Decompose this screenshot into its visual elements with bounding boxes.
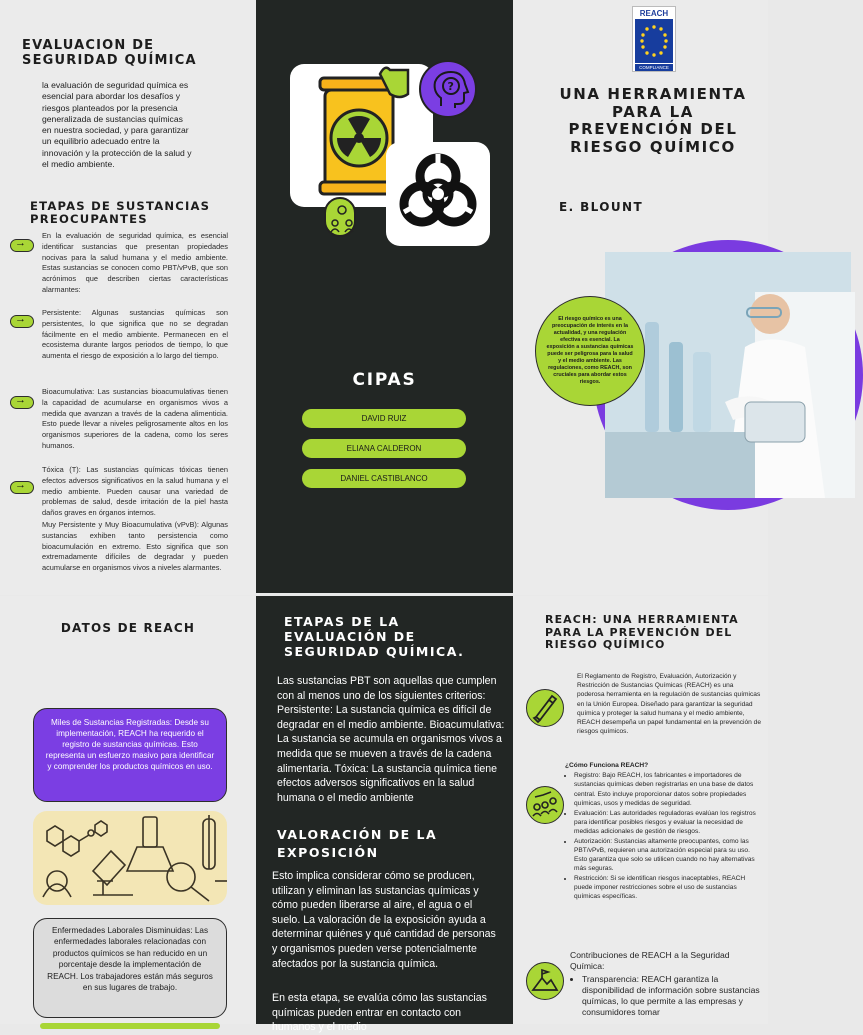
reach-badge xyxy=(632,6,676,72)
biohazard-icon xyxy=(386,142,490,246)
paragraph: Bioacumulativa: Las sustancias bioacumulativas tienen la capacidad de acumularse en organismos vivos a medida que avanzan a través de la cadena alimenticia. Esto puede llevar a niveles peligrosamente altos en los organismos superiores de la cadena, como los seres humanos. xyxy=(42,387,228,450)
intro-text: la evaluación de seguridad química es esencial para abordar los desafíos y riesgos planteados por la presencia generalizada de sustancias químicas en nuestra sociedad, y para garantizar un equilibrio adecuado entre la innovación y la protección de la salud y el medio ambiente. xyxy=(42,80,192,170)
section-title: EVALUACION DE SEGURIDAD QUÍMICA xyxy=(22,38,197,68)
lab-scientist-image xyxy=(605,252,851,498)
arrow-bullet-icon xyxy=(10,481,34,494)
arrow-bullet-icon xyxy=(10,239,34,252)
arrow-bullet-icon xyxy=(10,396,34,409)
member-pill: ELIANA CALDERON xyxy=(302,439,466,458)
panel-cover-title xyxy=(513,0,768,595)
reach-badge-caption: COMPLIANCE xyxy=(635,64,673,71)
section-title: DATOS DE REACH xyxy=(60,621,196,635)
panel-reach-tool xyxy=(513,596,768,1024)
paragraph: Tóxica (T): Las sustancias químicas tóxicas tienen efectos adversos significativos en la salud humana y el medio ambiente. Pueden causar una variedad de problemas de salud, desde irritación de la piel hasta daños graves en órganos internos. xyxy=(42,465,228,518)
document-title: UNA HERRAMIENTA PARA LA PREVENCIÓN DEL RIESGO QUÍMICO xyxy=(559,85,747,156)
science-sketch-image xyxy=(33,811,227,905)
list-item: • Restricción: Si se identifican riesgos inaceptables, REACH puede imponer restricciones sobre el uso de sustancias químicas específicas. xyxy=(574,874,761,902)
reach-contributions xyxy=(570,950,760,1018)
member-pill: DANIEL CASTIBLANCO xyxy=(302,469,466,488)
contributions-title: Contribuciones de REACH a la Seguridad Química: xyxy=(570,950,730,971)
panel-cover-illustration xyxy=(256,0,513,593)
head-question-icon xyxy=(419,60,477,118)
list-item: • Transparencia: REACH garantiza la disponibilidad de información sobre sustancias químicas, lo que permite a las empresas y consumidores tomar xyxy=(582,974,760,1018)
panel-etapas xyxy=(256,596,513,1034)
arrow-bullet-icon xyxy=(10,315,34,328)
member-pill: DAVID RUIZ xyxy=(302,409,466,428)
mountain-flag-icon xyxy=(526,962,564,1000)
people-graph-icon xyxy=(526,786,564,824)
exposure-text-continued: En esta etapa, se evalúa cómo las sustancias químicas pueden entrar en contacto con humanos y el medio xyxy=(272,992,487,1034)
team-idea-icon xyxy=(324,197,356,237)
biohazard-card xyxy=(386,142,490,246)
svg-text:?: ? xyxy=(447,80,454,93)
how-reach-works-title: ¿Cómo Funciona REACH? xyxy=(565,762,649,769)
section-subtitle: ETAPAS DE SUSTANCIAS PREOCUPANTES xyxy=(30,199,211,226)
fact-box-registered: Miles de Sustancias Registradas: Desde su implementación, REACH ha requerido el registro de sustancias químicas. Esto representa un esfuerzo masivo para identificar y comprender los productos químicos en uso. xyxy=(33,708,227,802)
list-item: • Autorización: Sustancias altamente preocupantes, como las PBT/vPvB, requieren una autorización especial para su uso. Esto garantiza que solo se utilicen cuando no hay alternativas más seguras. xyxy=(574,837,761,874)
list-item: • Registro: Bajo REACH, los fabricantes e importadores de sustancias químicas deben registrarlas en una base de datos central. Esto incluye proporcionar datos sobre propiedades químicas, usos y medidas de seguridad. xyxy=(574,771,761,808)
pbt-criteria-text: Las sustancias PBT son aquellas que cumplen con al menos uno de los siguientes criterios: Persistente: La sustancia química es difícil de degradar en el medio ambiente. Bioacumulativa: La sustancia se acumula en organismos vivos a medida que se mueven a través de la cadena alimentaria. Tóxica: La sustancia química tiene efectos adversos significativos en la salud humana o el medio ambiente xyxy=(277,675,505,804)
decorative-strip xyxy=(40,1023,220,1029)
how-reach-works xyxy=(565,761,761,902)
eu-flag-icon xyxy=(635,19,673,63)
author-name: E. BLOUNT xyxy=(559,200,644,214)
exposure-text: Esto implica considerar cómo se producen, utilizan y eliminan las sustancias químicas y cómo pueden liberarse al aire, el agua o el suelo. La valoración de la exposición ayuda a determinar quiénes y qué cantidad de personas y organismos pueden verse potencialmente afectados por la sustancia química. xyxy=(272,870,496,970)
panel-evaluacion xyxy=(0,0,256,595)
reach-badge-title: REACH xyxy=(639,9,669,18)
paragraph: En la evaluación de seguridad química, es esencial identificar sustancias que presentan propiedades nocivas para la salud humana y el medio ambiente. Estas sustancias se conocen como PBT/vPvB, que son acrónimos que describen ciertas características alarmantes: xyxy=(42,231,228,294)
reach-intro-text: El Reglamento de Registro, Evaluación, Autorización y Restricción de Sustancias Químicas (REACH) es una poderosa herramienta en la regulación de sustancias químicas en la Unión Europea. Diseñado para garantizar la seguridad química y proteger la salud humana y el medio ambiente, REACH desempeña un papel fundamental en la prevención de riesgos químicos. xyxy=(577,673,762,736)
fact-box-diseases: Enfermedades Laborales Disminuidas: Las enfermedades laborales relacionadas con productos químicos se han reducido en un porcentaje desde la implementación de REACH. Los trabajadores están más seguros en sus lugares de trabajo. xyxy=(33,918,227,1018)
section-title: REACH: UNA HERRAMIENTA PARA LA PREVENCIÓN DEL RIESGO QUÍMICO xyxy=(545,613,739,651)
section-title: ETAPAS DE LA EVALUACIÓN DE SEGURIDAD QUÍMICA. xyxy=(284,614,465,659)
paragraph: Muy Persistente y Muy Bioacumulativa (vPvB): Algunas sustancias exhiben tanto persistencia como bioacumulación en extremo. Esto significa que son extremadamente difíciles de degradar y pueden acumularse en organismos vivos a niveles alarmantes. xyxy=(42,520,228,573)
risk-summary-circle xyxy=(535,296,645,406)
risk-summary-text: El riesgo químico es una preocupación de interés en la actualidad, y una regulación efectiva es esencial. La exposición a sustancias químicas puede ser peligrosa para la salud y el medio ambiente. Las regulaciones, como REACH, son cruciales para abordar estos riesgos. xyxy=(546,316,634,385)
list-item: • Evaluación: Las autoridades reguladoras evalúan los registros para identificar posibles riesgos y evaluar la necesidad de medidas adicionales de gestión de riesgos. xyxy=(574,809,761,837)
hand-pencil-icon xyxy=(526,689,564,727)
paragraph: Persistente: Algunas sustancias químicas son persistentes, lo que significa que no se degradan fácilmente en el medio ambiente. Permanecen en el ecosistema durante largos periodos de tiempo, lo que aumenta el riesgo de exposición a lo largo del tiempo. xyxy=(42,308,228,361)
team-heading: CIPAS xyxy=(352,370,417,390)
panel-datos-reach xyxy=(0,596,256,1024)
section-title: VALORACIÓN DE LA EXPOSICIÓN xyxy=(277,827,438,860)
